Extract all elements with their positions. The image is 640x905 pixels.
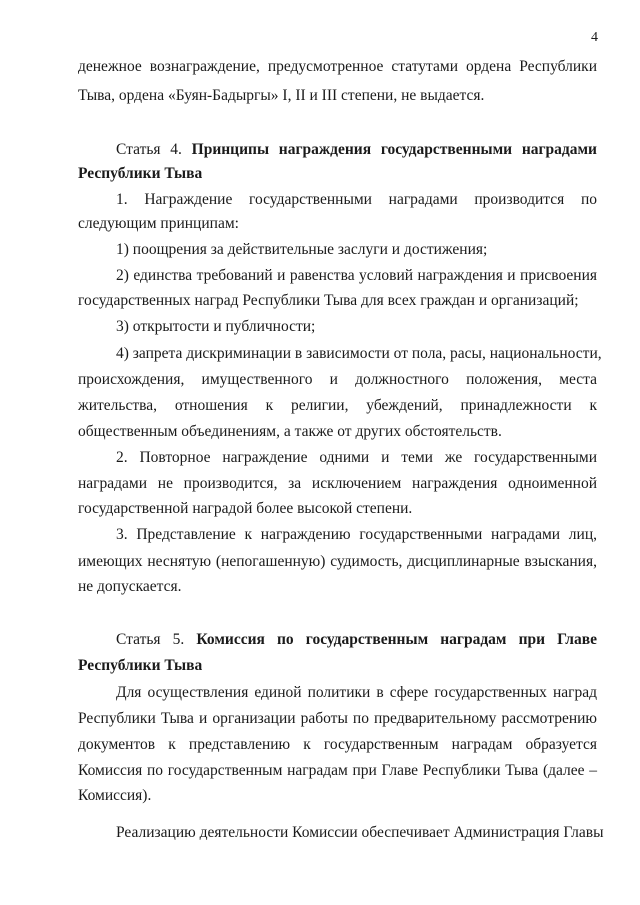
article-4-prefix: Статья 4.	[116, 141, 192, 158]
text-line: 1) поощрения за действительные заслуги и достижения;	[116, 241, 488, 258]
article-5-title: Комиссия по государственным наградам при Главе	[196, 631, 597, 648]
text-line: государственной наградой более высокой степени.	[78, 500, 413, 517]
text-line: Для осуществления единой политики в сфере государственных наград	[116, 684, 597, 701]
text-line: жительства, отношения к религии, убеждений, принадлежности к	[78, 397, 597, 414]
article-5-title-cont: Республики Тыва	[78, 657, 203, 674]
text-line: Тыва, ордена «Буян-Бадыргы» I, II и III степени, не выдается.	[78, 87, 485, 104]
article-5-heading	[116, 631, 597, 649]
text-line: 2. Повторное награждение одними и теми же государственными	[116, 449, 597, 466]
article-4-title: Принципы награждения государственными наградами	[191, 141, 597, 158]
text-line: денежное вознаграждение, предусмотренное статутами ордена Республики	[78, 58, 597, 75]
text-line: следующим принципам:	[78, 215, 239, 232]
text-line: Комиссия по государственным наградам при Главе Республики Тыва (далее –	[78, 762, 597, 779]
text-line: наградами не производится, за исключением награждения одноименной	[78, 475, 597, 492]
text-line: происхождения, имущественного и должностного положения, места	[78, 371, 597, 388]
text-line: Реализацию деятельности Комиссии обеспечивает Администрация Главы	[116, 824, 604, 841]
text-line: 3) открытости и публичности;	[116, 318, 316, 335]
text-line: Республики Тыва и организации работы по предварительному рассмотрению	[78, 710, 597, 727]
text-line: 2) единства требований и равенства условий награждения и присвоения	[116, 267, 597, 284]
text-line: 3. Представление к награждению государственными наградами лиц,	[116, 526, 597, 543]
text-line: документов к представлению к государственным наградам образуется	[78, 736, 597, 753]
text-line: 4) запрета дискриминации в зависимости от пола, расы, национальности,	[116, 345, 602, 362]
article-5-prefix: Статья 5.	[116, 631, 197, 648]
page-number: 4	[591, 30, 598, 45]
article-4-title-cont: Республики Тыва	[78, 165, 203, 182]
text-line: не допускается.	[78, 578, 182, 595]
text-line: Комиссия).	[78, 787, 152, 804]
article-4-heading	[116, 141, 597, 159]
text-line: государственных наград Республики Тыва для всех граждан и организаций;	[78, 292, 579, 309]
text-line: имеющих неснятую (непогашенную) судимость, дисциплинарные взыскания,	[78, 553, 597, 570]
text-line: общественным объединениям, а также от других обстоятельств.	[78, 423, 502, 440]
text-line: 1. Награждение государственными наградами производится по	[116, 191, 597, 208]
